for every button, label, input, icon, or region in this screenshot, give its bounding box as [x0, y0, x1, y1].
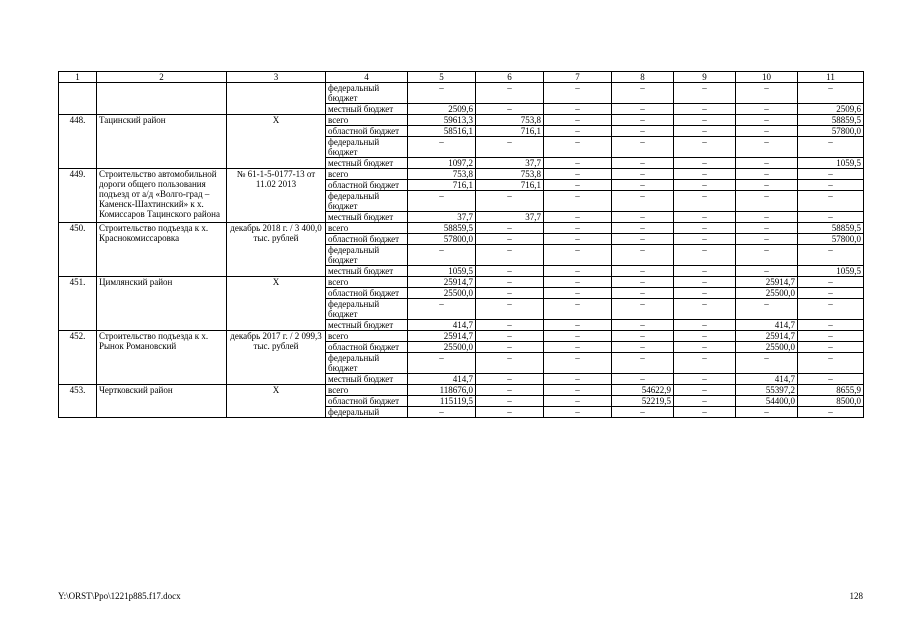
amount-cell: –: [736, 115, 798, 126]
header-cell: 5: [408, 72, 476, 83]
amount-cell: –: [798, 342, 864, 353]
amount-cell: –: [736, 353, 798, 374]
amount-cell: 52219,5: [612, 396, 674, 407]
budget-table: [58, 71, 864, 418]
amount-cell: 1059,5: [798, 158, 864, 169]
amount-cell: –: [798, 331, 864, 342]
amount-cell: –: [674, 277, 736, 288]
amount-cell: –: [544, 169, 612, 180]
amount-cell: –: [612, 83, 674, 104]
amount-cell: –: [674, 353, 736, 374]
amount-cell: 753,8: [476, 115, 544, 126]
amount-cell: –: [612, 320, 674, 331]
doc-ref: Х: [227, 115, 326, 169]
object-name: Чертковский район: [97, 385, 227, 418]
amount-cell: –: [798, 83, 864, 104]
page-number: 128: [849, 591, 863, 601]
amount-cell: 414,7: [408, 320, 476, 331]
doc-ref: № 61-1-5-0177-13 от 11.02 2013: [227, 169, 326, 223]
funding-source: областной бюджет: [326, 288, 408, 299]
amount-cell: –: [798, 277, 864, 288]
amount-cell: –: [544, 407, 612, 418]
amount-cell: –: [612, 104, 674, 115]
header-row: [59, 72, 864, 83]
amount-cell: 25500,0: [408, 288, 476, 299]
amount-cell: –: [736, 104, 798, 115]
amount-cell: 25500,0: [408, 342, 476, 353]
amount-cell: 1059,5: [408, 266, 476, 277]
amount-cell: –: [612, 407, 674, 418]
amount-cell: –: [798, 353, 864, 374]
amount-cell: –: [408, 407, 476, 418]
table-row: [59, 115, 864, 126]
funding-source: всего: [326, 277, 408, 288]
amount-cell: –: [544, 320, 612, 331]
amount-cell: –: [736, 158, 798, 169]
amount-cell: –: [798, 288, 864, 299]
amount-cell: –: [674, 407, 736, 418]
amount-cell: –: [476, 223, 544, 234]
amount-cell: 58516,1: [408, 126, 476, 137]
amount-cell: –: [736, 234, 798, 245]
amount-cell: –: [476, 288, 544, 299]
amount-cell: –: [612, 137, 674, 158]
amount-cell: –: [476, 191, 544, 212]
table-row: [59, 331, 864, 342]
amount-cell: –: [736, 212, 798, 223]
amount-cell: –: [476, 396, 544, 407]
amount-cell: –: [674, 169, 736, 180]
amount-cell: –: [736, 126, 798, 137]
amount-cell: 55397,2: [736, 385, 798, 396]
doc-ref: [227, 83, 326, 115]
amount-cell: 58859,5: [408, 223, 476, 234]
row-number: 452.: [59, 331, 97, 385]
amount-cell: –: [476, 342, 544, 353]
funding-source: федеральный бюджет: [326, 83, 408, 104]
amount-cell: –: [612, 374, 674, 385]
amount-cell: –: [674, 374, 736, 385]
amount-cell: –: [674, 158, 736, 169]
file-path: Y:\ORST\Ppo\1221p885.f17.docx: [58, 591, 181, 601]
amount-cell: –: [798, 299, 864, 320]
amount-cell: 25914,7: [408, 277, 476, 288]
amount-cell: 8500,0: [798, 396, 864, 407]
amount-cell: –: [544, 342, 612, 353]
header-cell: 1: [59, 72, 97, 83]
amount-cell: 414,7: [736, 374, 798, 385]
amount-cell: –: [544, 374, 612, 385]
funding-source: федеральный бюджет: [326, 299, 408, 320]
amount-cell: 2509,6: [798, 104, 864, 115]
amount-cell: –: [544, 191, 612, 212]
funding-source: местный бюджет: [326, 104, 408, 115]
funding-source: областной бюджет: [326, 234, 408, 245]
row-number: 449.: [59, 169, 97, 223]
object-name: Тацинский район: [97, 115, 227, 169]
amount-cell: –: [674, 342, 736, 353]
amount-cell: –: [736, 169, 798, 180]
amount-cell: 753,8: [476, 169, 544, 180]
amount-cell: 59613,3: [408, 115, 476, 126]
header-cell: 7: [544, 72, 612, 83]
table-row: [59, 223, 864, 234]
amount-cell: 716,1: [476, 126, 544, 137]
amount-cell: –: [476, 385, 544, 396]
amount-cell: –: [544, 126, 612, 137]
amount-cell: –: [408, 83, 476, 104]
amount-cell: –: [544, 137, 612, 158]
amount-cell: 115119,5: [408, 396, 476, 407]
funding-source: всего: [326, 331, 408, 342]
amount-cell: –: [674, 83, 736, 104]
amount-cell: –: [476, 266, 544, 277]
amount-cell: –: [476, 353, 544, 374]
amount-cell: 25500,0: [736, 342, 798, 353]
amount-cell: –: [612, 169, 674, 180]
amount-cell: 753,8: [408, 169, 476, 180]
amount-cell: –: [736, 245, 798, 266]
header-cell: 2: [97, 72, 227, 83]
object-name: [97, 83, 227, 115]
amount-cell: –: [544, 277, 612, 288]
amount-cell: –: [674, 234, 736, 245]
funding-source: местный бюджет: [326, 320, 408, 331]
object-name: Строительство подъезда к х. Краснокомиссаровка: [97, 223, 227, 277]
funding-source: всего: [326, 223, 408, 234]
amount-cell: –: [544, 115, 612, 126]
doc-ref: Х: [227, 385, 326, 418]
funding-source: областной бюджет: [326, 396, 408, 407]
amount-cell: 414,7: [736, 320, 798, 331]
table-row: [59, 277, 864, 288]
table-row: [59, 169, 864, 180]
amount-cell: –: [798, 180, 864, 191]
amount-cell: 57800,0: [798, 234, 864, 245]
amount-cell: –: [544, 288, 612, 299]
amount-cell: –: [544, 223, 612, 234]
amount-cell: –: [612, 342, 674, 353]
doc-ref: декабрь 2017 г. / 2 099,3 тыс. рублей: [227, 331, 326, 385]
amount-cell: –: [476, 245, 544, 266]
amount-cell: –: [544, 83, 612, 104]
amount-cell: –: [674, 288, 736, 299]
amount-cell: 118676,0: [408, 385, 476, 396]
amount-cell: –: [798, 320, 864, 331]
amount-cell: –: [544, 104, 612, 115]
amount-cell: –: [544, 158, 612, 169]
object-name: Строительство автомобильной дороги общего пользования подъезд от а/д «Волго-град – Каменск-Шахтинский» к х. Комиссаров Тацинского района: [97, 169, 227, 223]
amount-cell: 1097,2: [408, 158, 476, 169]
amount-cell: –: [544, 212, 612, 223]
amount-cell: –: [408, 191, 476, 212]
row-number: 450.: [59, 223, 97, 277]
amount-cell: –: [476, 407, 544, 418]
amount-cell: –: [674, 126, 736, 137]
amount-cell: –: [674, 396, 736, 407]
amount-cell: 37,7: [408, 212, 476, 223]
funding-source: федеральный бюджет: [326, 353, 408, 374]
amount-cell: –: [798, 374, 864, 385]
amount-cell: –: [674, 299, 736, 320]
amount-cell: –: [476, 234, 544, 245]
amount-cell: –: [674, 223, 736, 234]
funding-source: областной бюджет: [326, 342, 408, 353]
amount-cell: –: [476, 299, 544, 320]
funding-source: областной бюджет: [326, 126, 408, 137]
amount-cell: 57800,0: [408, 234, 476, 245]
amount-cell: –: [544, 299, 612, 320]
amount-cell: –: [612, 288, 674, 299]
table-row: [59, 385, 864, 396]
amount-cell: –: [736, 266, 798, 277]
funding-source: местный бюджет: [326, 212, 408, 223]
table-row: [59, 83, 864, 104]
amount-cell: –: [544, 234, 612, 245]
amount-cell: –: [544, 331, 612, 342]
header-cell: 8: [612, 72, 674, 83]
amount-cell: –: [798, 137, 864, 158]
amount-cell: 8655,9: [798, 385, 864, 396]
amount-cell: –: [612, 223, 674, 234]
amount-cell: –: [612, 191, 674, 212]
amount-cell: –: [476, 137, 544, 158]
header-cell: 9: [674, 72, 736, 83]
amount-cell: –: [544, 353, 612, 374]
amount-cell: 1059,5: [798, 266, 864, 277]
funding-source: федеральный бюджет: [326, 137, 408, 158]
amount-cell: –: [674, 320, 736, 331]
amount-cell: –: [798, 191, 864, 212]
amount-cell: 25500,0: [736, 288, 798, 299]
amount-cell: –: [612, 277, 674, 288]
amount-cell: –: [612, 180, 674, 191]
amount-cell: –: [612, 126, 674, 137]
amount-cell: –: [612, 245, 674, 266]
amount-cell: –: [544, 245, 612, 266]
amount-cell: –: [476, 104, 544, 115]
amount-cell: –: [736, 137, 798, 158]
amount-cell: 25914,7: [736, 331, 798, 342]
object-name: Цимлянский район: [97, 277, 227, 331]
amount-cell: 54622,9: [612, 385, 674, 396]
funding-source: всего: [326, 169, 408, 180]
amount-cell: –: [798, 407, 864, 418]
funding-source: местный бюджет: [326, 158, 408, 169]
amount-cell: –: [736, 191, 798, 212]
amount-cell: 716,1: [408, 180, 476, 191]
funding-source: областной бюджет: [326, 180, 408, 191]
amount-cell: –: [476, 320, 544, 331]
amount-cell: –: [476, 83, 544, 104]
amount-cell: 2509,6: [408, 104, 476, 115]
header-cell: 6: [476, 72, 544, 83]
doc-ref: Х: [227, 277, 326, 331]
funding-source: местный бюджет: [326, 374, 408, 385]
row-number: [59, 83, 97, 115]
amount-cell: 414,7: [408, 374, 476, 385]
amount-cell: –: [736, 83, 798, 104]
funding-source: всего: [326, 385, 408, 396]
amount-cell: –: [612, 266, 674, 277]
amount-cell: –: [798, 169, 864, 180]
header-cell: 4: [326, 72, 408, 83]
amount-cell: –: [612, 158, 674, 169]
amount-cell: –: [736, 180, 798, 191]
amount-cell: –: [674, 385, 736, 396]
header-cell: 11: [798, 72, 864, 83]
amount-cell: –: [544, 396, 612, 407]
amount-cell: 58859,5: [798, 115, 864, 126]
amount-cell: 25914,7: [408, 331, 476, 342]
amount-cell: –: [544, 180, 612, 191]
amount-cell: –: [408, 137, 476, 158]
amount-cell: –: [674, 104, 736, 115]
amount-cell: 58859,5: [798, 223, 864, 234]
amount-cell: –: [674, 115, 736, 126]
amount-cell: –: [674, 137, 736, 158]
amount-cell: –: [408, 299, 476, 320]
amount-cell: –: [612, 212, 674, 223]
header-cell: 10: [736, 72, 798, 83]
funding-source: федеральный бюджет: [326, 245, 408, 266]
amount-cell: 54400,0: [736, 396, 798, 407]
funding-source: всего: [326, 115, 408, 126]
amount-cell: –: [798, 245, 864, 266]
amount-cell: 716,1: [476, 180, 544, 191]
amount-cell: –: [612, 115, 674, 126]
amount-cell: –: [612, 234, 674, 245]
amount-cell: –: [674, 331, 736, 342]
amount-cell: 25914,7: [736, 277, 798, 288]
object-name: Строительство подъезда к х. Рынок Романовский: [97, 331, 227, 385]
amount-cell: –: [674, 191, 736, 212]
amount-cell: –: [612, 353, 674, 374]
row-number: 448.: [59, 115, 97, 169]
amount-cell: –: [544, 266, 612, 277]
amount-cell: 37,7: [476, 158, 544, 169]
funding-source: федеральный: [326, 407, 408, 418]
amount-cell: 57800,0: [798, 126, 864, 137]
amount-cell: –: [408, 353, 476, 374]
amount-cell: –: [476, 331, 544, 342]
row-number: 453.: [59, 385, 97, 418]
header-cell: 3: [227, 72, 326, 83]
amount-cell: –: [736, 407, 798, 418]
amount-cell: –: [544, 385, 612, 396]
amount-cell: –: [736, 223, 798, 234]
amount-cell: –: [612, 331, 674, 342]
amount-cell: –: [674, 180, 736, 191]
amount-cell: –: [674, 212, 736, 223]
amount-cell: –: [476, 277, 544, 288]
amount-cell: –: [798, 212, 864, 223]
funding-source: местный бюджет: [326, 266, 408, 277]
amount-cell: –: [674, 245, 736, 266]
amount-cell: –: [408, 245, 476, 266]
amount-cell: –: [476, 374, 544, 385]
amount-cell: 37,7: [476, 212, 544, 223]
amount-cell: –: [736, 299, 798, 320]
doc-ref: декабрь 2018 г. / 3 400,0 тыс. рублей: [227, 223, 326, 277]
funding-source: федеральный бюджет: [326, 191, 408, 212]
amount-cell: –: [612, 299, 674, 320]
amount-cell: –: [674, 266, 736, 277]
row-number: 451.: [59, 277, 97, 331]
